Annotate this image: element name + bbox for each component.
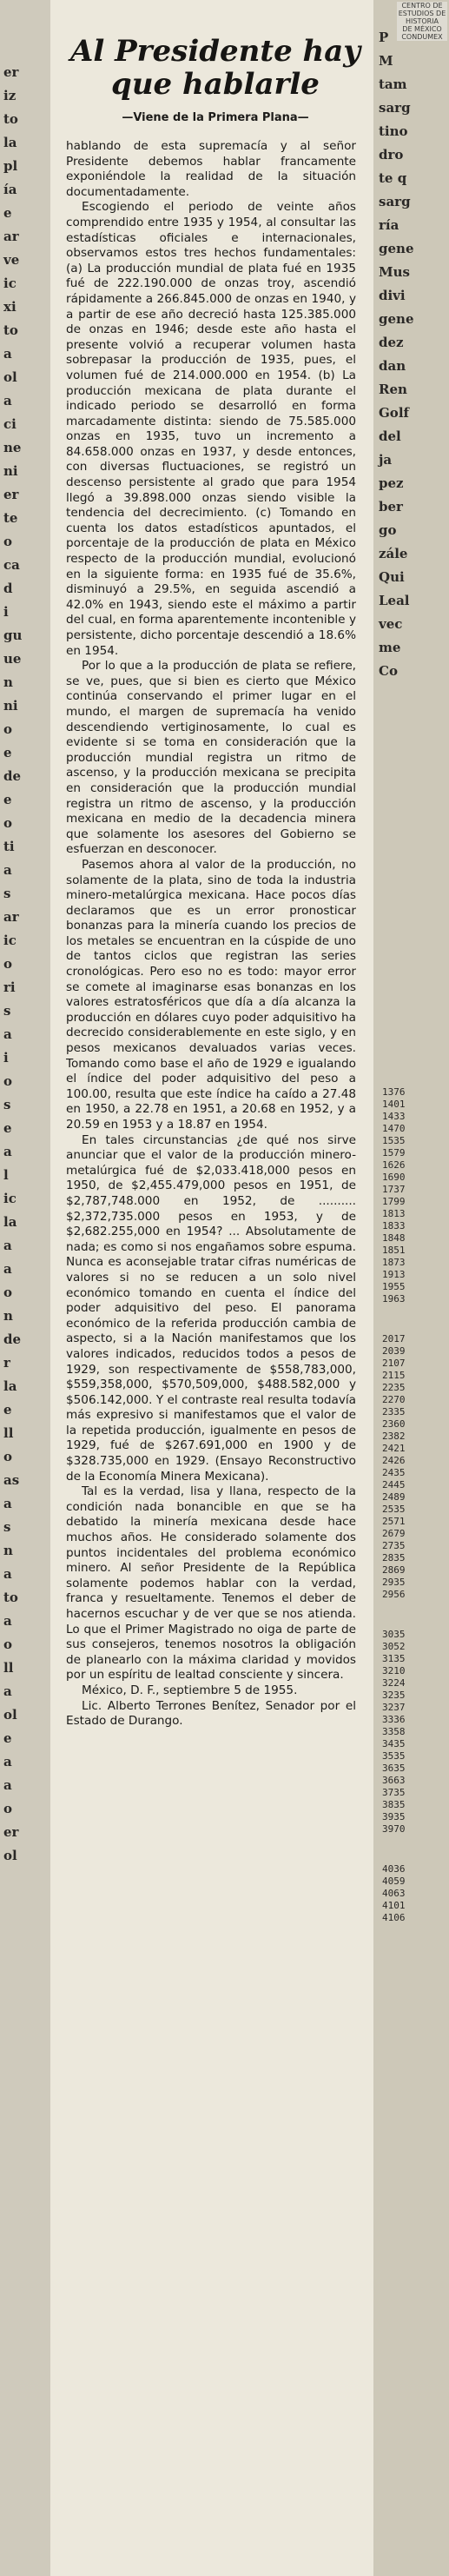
left-fragment-text: a	[3, 862, 12, 878]
left-fragment-text: xi	[3, 299, 17, 315]
left-fragment-text: r	[3, 1355, 10, 1371]
left-fragment-text: gu	[3, 627, 23, 643]
number-entry: 1433	[382, 1111, 406, 1122]
left-fragment-text: ic	[3, 933, 17, 948]
article-paragraph: hablando de esta supremacía y al señor Presidente debemos hablar francamente exponiéndole la realidad de la situación documentadamente.	[66, 139, 356, 199]
left-fragment-text: d	[3, 581, 13, 596]
number-entry: 1848	[382, 1232, 406, 1244]
number-entry: 1833	[382, 1220, 406, 1232]
right-fragment-text: pez	[379, 475, 404, 491]
number-entry: 2835	[382, 1552, 406, 1564]
left-fragment-text: o	[3, 1285, 13, 1300]
article-column	[50, 0, 373, 2576]
right-fragment-text: go	[379, 522, 397, 538]
left-fragment-text: de	[3, 1331, 22, 1347]
left-fragment-text: ni	[3, 698, 18, 714]
article-paragraph: Pasemos ahora al valor de la producción, no solamente de la plata, sino de toda la industria minero-metalúrgica mexicana. Hace pocos días declaramos que es un error pronosticar bonanzas para la minería cuando los precios de los metales se encuentran en la cúspide de uno de tantos ciclos que registran las series cronológicas. Pero eso no es todo: mayor error se comete al imaginarse esas bonanzas en los valores estratosféricos que día a día alcanza la producción en dólares cuyo poder adquisitivo ha decrecido considerablemente en este siglo, y en pesos mexicanos devaluados varias veces. Tomando como base el año de 1929 e igualando el índice del poder adquisitivo del peso a 100.00, resulta que este índice ha caído a 27.48 en 1950, a 22.78 en 1951, a 20.68 en 1952, y a 20.59 en 1953 y a 18.87 en 1954.	[66, 857, 356, 1132]
left-fragment-text: a	[3, 1026, 12, 1042]
number-entry: 3035	[382, 1629, 406, 1640]
right-fragment-text: sarg	[379, 194, 411, 209]
left-fragment-text: ol	[3, 1707, 17, 1723]
number-block	[382, 1333, 406, 1601]
right-fragment-text: tino	[379, 123, 408, 139]
left-fragment-text: o	[3, 1449, 13, 1464]
article-paragraph: Tal es la verdad, lisa y llana, respecto de la condición nada bonancible en que se ha debatido la minería mexicana desde hace muchos años. He considerado solamente dos puntos incidentales del problema económico minero. Al señor Presidente de la República solamente podemos hablar con la verdad, franca y resueltamente. Tenemos el deber de hacernos escuchar y de ver que se nos atienda. Lo que el Primer Magistrado no oiga de parte de sus consejeros, tenemos nosotros la obligación de planearlo con la máxima claridad y movidos por un espíritu de lealtad consciente y sincera.	[66, 1484, 356, 1683]
right-fragment-text: Golf	[379, 405, 409, 421]
left-fragment-text: ni	[3, 463, 18, 479]
number-entry: 2571	[382, 1516, 406, 1527]
left-fragment-text: ía	[3, 182, 17, 197]
left-fragment-text: ve	[3, 252, 20, 268]
number-entry: 4106	[382, 1912, 406, 1923]
number-entry: 3970	[382, 1823, 406, 1835]
left-fragment-text: ic	[3, 276, 17, 291]
left-fragment-text: ll	[3, 1660, 14, 1676]
left-fragment-text: ol	[3, 369, 17, 385]
number-entry: 2869	[382, 1564, 406, 1576]
left-fragment-text: ol	[3, 1848, 17, 1863]
left-fragments	[3, 61, 22, 1868]
left-fragment-text: la	[3, 1378, 17, 1394]
stamp-line: ESTUDIOS DE	[398, 10, 446, 17]
right-fragments	[379, 26, 413, 683]
number-entry: 3663	[382, 1775, 406, 1786]
number-entry: 1737	[382, 1184, 406, 1195]
left-fragment-text: o	[3, 721, 13, 737]
right-fragment-text: del	[379, 428, 401, 444]
left-fragment-text: a	[3, 1683, 12, 1699]
right-fragment-text: ja	[379, 452, 393, 468]
left-fragment-text: n	[3, 674, 13, 690]
left-fragment-text: a	[3, 1238, 12, 1253]
number-block	[382, 1863, 406, 1924]
left-fragment-text: s	[3, 1519, 11, 1535]
number-entry: 3336	[382, 1714, 406, 1725]
left-fragment-text: ll	[3, 1425, 14, 1441]
right-number-list	[382, 1086, 406, 1952]
number-entry: 1690	[382, 1172, 406, 1183]
left-fragment-text: e	[3, 205, 12, 221]
number-entry: 3237	[382, 1702, 406, 1713]
number-entry: 2115	[382, 1370, 406, 1381]
left-fragment-text: e	[3, 792, 12, 807]
number-entry: 2535	[382, 1504, 406, 1515]
number-entry: 2360	[382, 1418, 406, 1430]
right-fragment-text: te q	[379, 170, 407, 186]
number-entry: 1470	[382, 1123, 406, 1134]
number-entry: 2426	[382, 1455, 406, 1466]
left-fragment-text: a	[3, 346, 12, 362]
number-entry: 1376	[382, 1086, 406, 1098]
left-fragment-text: to	[3, 322, 18, 338]
left-fragment-text: a	[3, 1777, 12, 1793]
number-entry: 2017	[382, 1333, 406, 1344]
article-body	[66, 139, 356, 1730]
left-fragment-text: e	[3, 745, 12, 760]
number-entry: 2435	[382, 1467, 406, 1478]
number-entry: 4059	[382, 1876, 406, 1887]
number-entry: 2335	[382, 1406, 406, 1417]
left-fragment-text: ar	[3, 229, 19, 244]
number-entry: 2956	[382, 1589, 406, 1600]
right-fragment-text: dan	[379, 358, 406, 374]
right-fragment-text: ría	[379, 217, 399, 233]
number-entry: 1799	[382, 1196, 406, 1207]
number-entry: 3735	[382, 1787, 406, 1798]
left-fragment-text: ca	[3, 557, 20, 573]
left-fragment-text: o	[3, 1637, 13, 1652]
number-entry: 1913	[382, 1269, 406, 1280]
right-fragment-text: dro	[379, 147, 404, 163]
number-entry: 3435	[382, 1738, 406, 1749]
number-entry: 3235	[382, 1690, 406, 1701]
number-entry: 2489	[382, 1491, 406, 1503]
left-fragment-text: s	[3, 1097, 11, 1112]
number-entry: 1851	[382, 1245, 406, 1256]
left-neighbor-column	[0, 0, 50, 2576]
right-fragment-text: M	[379, 53, 393, 69]
number-block	[382, 1629, 406, 1836]
number-entry: 3210	[382, 1665, 406, 1676]
number-entry: 1579	[382, 1147, 406, 1159]
left-fragment-text: ci	[3, 416, 17, 432]
left-fragment-text: a	[3, 1754, 12, 1769]
stamp-line: DE MÉXICO	[402, 25, 442, 33]
number-entry: 2107	[382, 1358, 406, 1369]
left-fragment-text: o	[3, 1073, 13, 1089]
stamp-line: CONDUMEX	[401, 33, 443, 41]
left-fragment-text: e	[3, 1120, 12, 1136]
left-fragment-text: l	[3, 1167, 9, 1183]
left-fragment-text: ue	[3, 651, 22, 667]
left-fragment-text: as	[3, 1472, 20, 1488]
left-fragment-text: pl	[3, 158, 18, 174]
number-entry: 4101	[382, 1900, 406, 1911]
left-fragment-text: a	[3, 393, 12, 408]
left-fragment-text: de	[3, 768, 22, 784]
left-fragment-text: to	[3, 1590, 18, 1605]
left-fragment-text: to	[3, 111, 18, 127]
left-fragment-text: er	[3, 487, 19, 502]
number-entry: 2935	[382, 1577, 406, 1588]
left-fragment-text: ne	[3, 440, 22, 455]
number-entry: 1963	[382, 1293, 406, 1305]
number-entry: 1955	[382, 1281, 406, 1292]
left-fragment-text: a	[3, 1613, 12, 1629]
right-fragment-text: vec	[379, 616, 403, 632]
right-fragment-text: gene	[379, 241, 414, 256]
left-fragment-text: n	[3, 1308, 13, 1324]
number-block	[382, 1086, 406, 1305]
left-fragment-text: er	[3, 64, 19, 80]
left-fragment-text: la	[3, 135, 17, 150]
left-fragment-text: i	[3, 1050, 9, 1066]
right-neighbor-column	[373, 0, 449, 2576]
headline: Al Presidente hay que hablarle	[69, 34, 361, 102]
left-fragment-text: ri	[3, 979, 16, 995]
number-entry: 1626	[382, 1159, 406, 1171]
left-fragment-text: iz	[3, 88, 17, 103]
left-fragment-text: e	[3, 1730, 12, 1746]
stamp-line: CENTRO DE	[401, 2, 443, 10]
number-entry: 3358	[382, 1726, 406, 1737]
archive-stamp	[397, 2, 447, 41]
right-fragment-text: Ren	[379, 382, 407, 397]
number-entry: 3935	[382, 1811, 406, 1822]
right-fragment-text: tam	[379, 76, 407, 92]
right-fragment-text: zále	[379, 546, 408, 561]
number-entry: 1401	[382, 1099, 406, 1110]
number-entry: 2735	[382, 1540, 406, 1551]
number-entry: 1873	[382, 1257, 406, 1268]
left-fragment-text: n	[3, 1543, 13, 1558]
left-fragment-text: er	[3, 1824, 19, 1840]
number-entry: 3224	[382, 1677, 406, 1689]
number-entry: 1535	[382, 1135, 406, 1146]
right-fragment-text: Qui	[379, 569, 405, 585]
left-fragment-text: a	[3, 1566, 12, 1582]
left-fragment-text: a	[3, 1144, 12, 1159]
right-fragment-text: divi	[379, 288, 406, 303]
left-fragment-text: la	[3, 1214, 17, 1230]
continued-from-front-page: —Viene de la Primera Plana—	[122, 111, 309, 124]
right-fragment-text: sarg	[379, 100, 411, 116]
left-fragment-text: a	[3, 1496, 12, 1511]
left-fragment-text: o	[3, 534, 13, 549]
right-fragment-text: P	[379, 30, 389, 45]
number-entry: 2235	[382, 1382, 406, 1393]
right-fragment-text: gene	[379, 311, 414, 327]
number-entry: 2270	[382, 1394, 406, 1405]
right-fragment-text: Mus	[379, 264, 410, 280]
signature: Lic. Alberto Terrones Benítez, Senador por el Estado de Durango.	[66, 1698, 356, 1729]
left-fragment-text: i	[3, 604, 9, 620]
left-fragment-text: s	[3, 1003, 11, 1019]
left-fragment-text: e	[3, 1402, 12, 1417]
number-entry: 3835	[382, 1799, 406, 1810]
number-entry: 3635	[382, 1763, 406, 1774]
left-fragment-text: s	[3, 886, 11, 901]
number-entry: 3052	[382, 1641, 406, 1652]
left-fragment-text: a	[3, 1261, 12, 1277]
left-fragment-text: o	[3, 815, 13, 831]
number-entry: 3135	[382, 1653, 406, 1664]
number-entry: 2421	[382, 1443, 406, 1454]
number-entry: 3535	[382, 1750, 406, 1762]
number-entry: 1813	[382, 1208, 406, 1219]
stamp-line: HISTORIA	[405, 17, 439, 25]
left-fragment-text: ti	[3, 839, 15, 854]
dateline: México, D. F., septiembre 5 de 1955.	[82, 1683, 298, 1697]
article-paragraph: Escogiendo el periodo de veinte años comprendido entre 1935 y 1954, al consultar las estadísticas oficiales e internacionales, observamos estos tres hechos fundamentales: (a) La producción mundial de plata fué en 1935 fué de 222.190.000 de onzas troy, ascendió rápidamente a 266.845.000 de onzas en 1940, y a partir de ese año decreció hasta 125.385.000 de onzas en 1946; desde este año hasta el presente volvió a recuperar volumen hasta sobrepasar la producción de 1935, pues, el volumen fué de 214.000.000 en 1954. (b) La producción mexicana de plata durante el indicado periodo se desarrolló en forma marcadamente distinta: siendo de 75.585.000 onzas en 1935, tuvo un incremento a 84.658.000 onzas en 1937, y desde entonces, con diversas fluctuaciones, se registró un descenso persistente al grado que para 1954 llegó a 39.898.000 onzas siendo visible la tendencia del decrecimiento. (c) Tomando en cuenta los datos estadísticos apuntados, el porcentaje de la producción de plata en México respecto de la producción mundial, evolucionó en la siguiente forma: en 1935 fué de 35.6%, disminuyó a 29.5%, en seguida ascendió a 42.0% en 1943, siendo este el máximo a partir del cual, en forma aparentemente incontenible y persistente, dicho porcentaje descendió a 18.6% en 1954.	[66, 200, 356, 658]
right-fragment-text: Leal	[379, 593, 410, 608]
right-fragment-text: ber	[379, 499, 403, 515]
left-fragment-text: o	[3, 1801, 13, 1816]
right-fragment-text: Co	[379, 663, 398, 679]
number-entry: 4036	[382, 1863, 406, 1875]
left-fragment-text: te	[3, 510, 18, 526]
right-fragment-text: dez	[379, 335, 404, 350]
left-fragment-text: ic	[3, 1191, 17, 1206]
number-entry: 4063	[382, 1888, 406, 1899]
article-paragraph: En tales circunstancias ¿de qué nos sirve anunciar que el valor de la producción minero-metalúrgica fué de $2,033.418,000 pesos en 1950, de $2,455.479,000 pesos en 1951, de $2,787,748.000 en 1952, de .......... $2,372,735.000 pesos en 1953, y de $2,682.255,000 en 1954? ... Absolutamente de nada; es como si nos engañamos sobre espuma. Nunca es aconsejable tratar cifras numéricas de valores si no se reducen a un solo nivel económico tomando en cuenta el índice del poder adquisitivo del peso. El panorama económico de la referida producción cambia de aspecto, si a la Nación manifestamos que los valores indicados, reducidos todos a pesos de 1929, son respectivamente de $558,783,000, $559,358,000, $570,509,000, $488.582,000 y $506.142,000. Y el contraste real resulta todavía más expresivo si manifestamos que el valor de la repetida producción, igualmente en pesos de 1929, fué de $267.691,000 en 1900 y de $328.735,000 en 1929. (Ensayo Reconstructivo de la Economía Minera Mexicana).	[66, 1132, 356, 1484]
number-entry: 2039	[382, 1345, 406, 1357]
number-entry: 2679	[382, 1528, 406, 1539]
article-paragraph: Por lo que a la producción de plata se refiere, se ve, pues, que si bien es cierto que México continúa conservando el primer lugar en el mundo, el margen de supremacía ha venido descendiendo vertiginosamente, lo cual es evidente si se toma en consideración que la producción mundial registra un ritmo de ascenso, y la producción mexicana se precipita en consideración que la producción mundial registra un ritmo de ascenso, y la producción mexicana en medio de la decadencia minera que solamente los asesores del Gobierno se esfuerzan en desconocer.	[66, 659, 356, 857]
right-fragment-text: me	[379, 640, 401, 655]
number-entry: 2445	[382, 1479, 406, 1490]
left-fragment-text: ar	[3, 909, 19, 925]
left-fragment-text: o	[3, 956, 13, 972]
number-entry: 2382	[382, 1431, 406, 1442]
